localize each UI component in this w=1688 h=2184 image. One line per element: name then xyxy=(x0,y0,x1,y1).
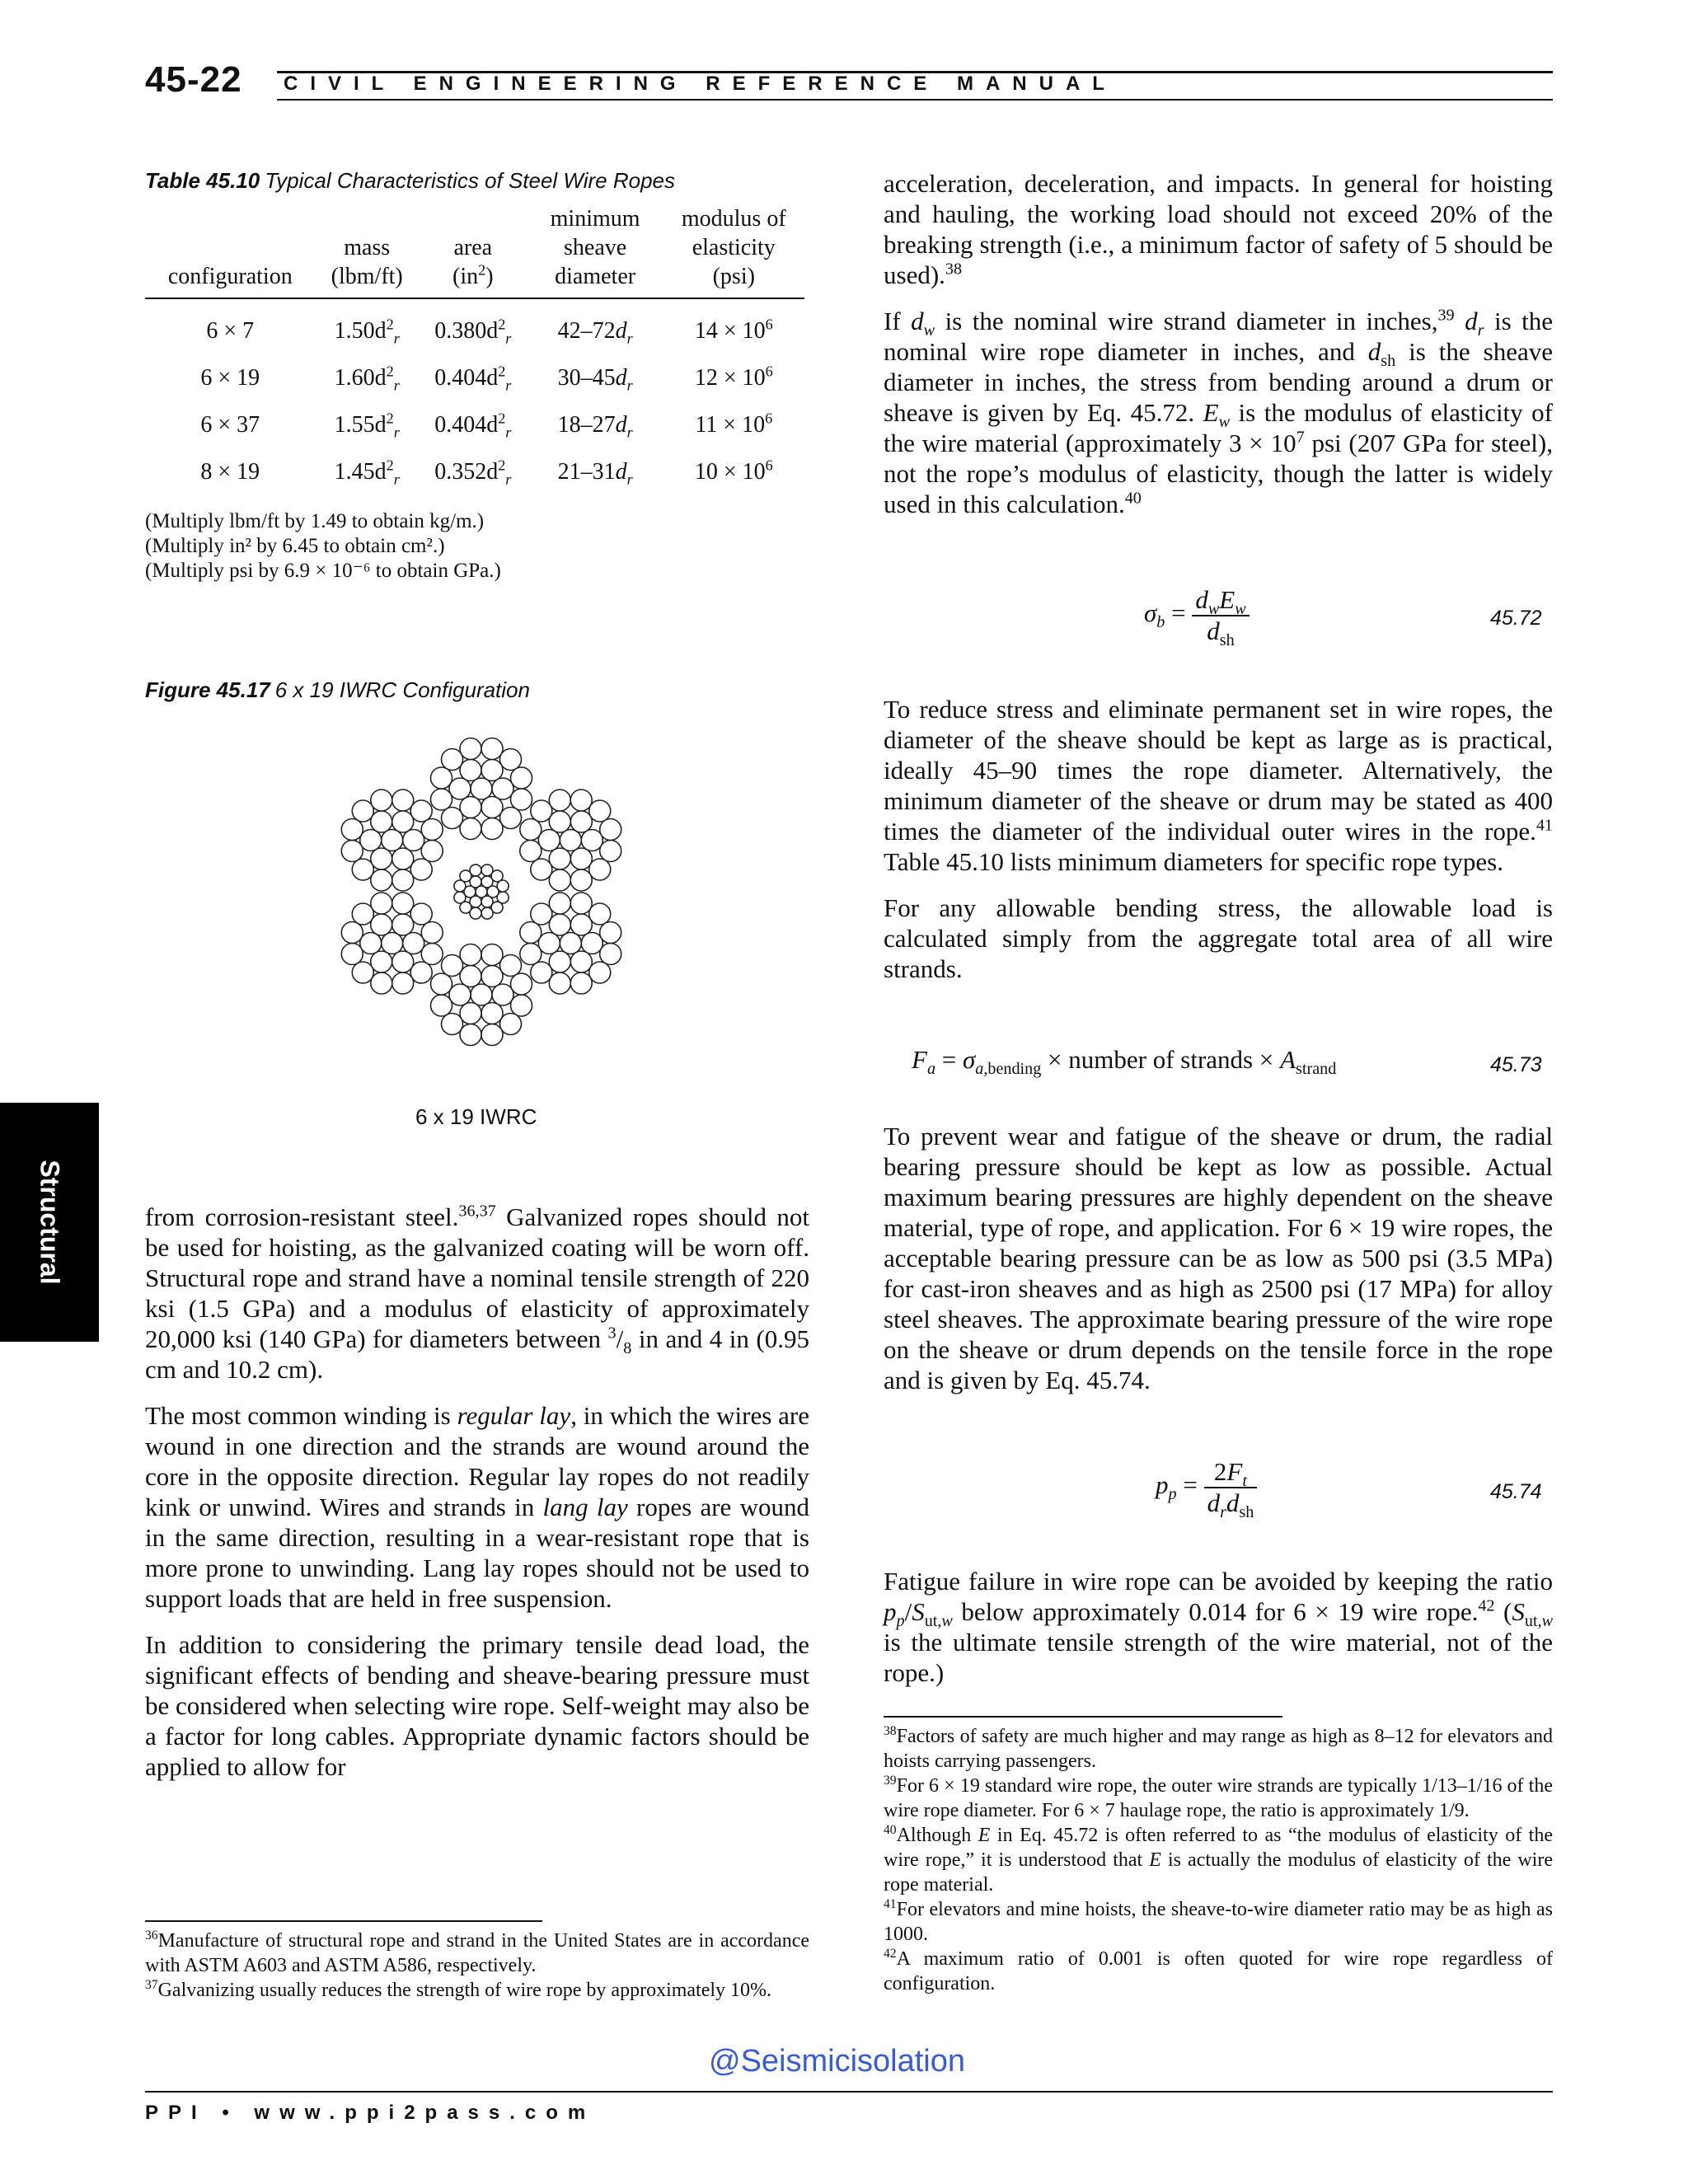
right-column-text-4: Fatigue failure in wire rope can be avoided by keeping the ratio $p_p/S_{ut,w}$ below approximately 0.014 for 6 × 19 wire rope.$^{42}$ ($S_{ut,w}$ is the ultimate tensile strength of the wire material, not of the rope.) xyxy=(884,1567,1553,1687)
col-modulus: modulus of elasticity (psi) xyxy=(663,204,804,298)
right-column-text-1: acceleration, deceleration, and impacts. In general for hoisting and hauling, the working load should not exceed 20% of the breaking strength (i.e., a minimum factor of safety of 5 should be used).$^{38}$ If $d_w$ is the nominal wire strand diameter in inches,$^{39}$ $d_r$ is the nominal wire rope diameter in inches, and $d_{sh}$ is the sheave diameter in inches, the stress from bending around a drum or sheave is given by Eq. 45.72. $E_w$ is the modulus of elasticity of the wire material (approximately $3 \times 10^7$ psi (207 GPa for steel), not the rope’s modulus of elasticity, though the latter is widely used in this calculation.$^{40}$ xyxy=(884,169,1554,518)
cell-configuration: 6 × 37 xyxy=(200,411,260,438)
strand-wire xyxy=(442,1014,463,1035)
cell-area: $0.352d^2_r$ xyxy=(434,457,512,488)
table-row xyxy=(145,354,804,401)
cell-mass: $1.55d^2_r$ xyxy=(334,410,400,441)
strand-wire xyxy=(360,933,382,954)
strand-wire xyxy=(460,797,481,818)
cell-mass: $1.45d^2_r$ xyxy=(334,457,400,488)
strand-wire xyxy=(421,922,443,944)
strand-wire xyxy=(600,944,621,965)
strand-wire xyxy=(600,841,621,862)
col-area: area $(in^2)$ xyxy=(419,204,528,298)
strand-wire xyxy=(371,811,392,832)
strand-wire xyxy=(549,790,570,811)
strand-wire xyxy=(570,951,592,972)
footnote-rule xyxy=(884,1716,1282,1718)
strand-wire xyxy=(431,789,452,810)
strand-wire xyxy=(570,893,592,914)
strand-wire xyxy=(371,951,392,972)
figure-label: 6 x 19 IWRC xyxy=(415,1104,537,1129)
strand-wire xyxy=(392,790,414,811)
strand-wire xyxy=(341,944,363,965)
strand-wire xyxy=(549,869,570,891)
strand-wire xyxy=(449,984,471,1005)
strand-wire xyxy=(392,848,414,869)
strand-wire xyxy=(538,830,560,851)
strand-wire xyxy=(471,984,492,1005)
strand-wire xyxy=(371,893,392,914)
cell-sheave: $18-27d_r$ xyxy=(557,411,633,441)
strand-wire xyxy=(570,972,592,994)
col-configuration: configuration xyxy=(145,204,316,298)
strand-wire xyxy=(481,966,503,987)
cell-modulus: $11 \times 10^6$ xyxy=(695,410,773,438)
table-note: (Multiply psi by 6.9 × 10⁻⁶ to obtain GPa.) xyxy=(145,560,501,582)
strand-wire xyxy=(570,869,592,891)
strand-wire xyxy=(431,973,452,995)
strand-wire xyxy=(589,859,611,880)
strand-wire xyxy=(520,922,542,944)
strand-wire xyxy=(500,955,522,977)
strand-wire xyxy=(581,933,603,954)
table-caption-label: Table 45.10 xyxy=(145,168,260,193)
cell-modulus: $12 \times 10^6$ xyxy=(694,363,773,391)
core-wire xyxy=(454,892,466,903)
core-wire xyxy=(497,880,509,892)
footnotes-right: $^{38}$Factors of safety are much higher and may range as high as 8–12 for elevators and hoists carrying passengers. $^{39}$For 6 × 19 standard wire rope, the outer wire strands are typically 1/13–1/16 of the wire rope diameter. For 6 × 7 haulage rope, the ratio is approximately 1/9. $^{40}$Although E in Eq. 45.72 is often referred to as “the modulus of elasticity of the wire rope,” it is understood that E is actually the modulus of elasticity of the wire rope material. $^{41}$For elevators and mine hoists, the sheave-to-wire diameter ratio may be as high as 1000. $^{42}$A maximum ratio of 0.001 is often quoted for wire rope regardless of configuration. xyxy=(884,1724,1553,1994)
strand-wire xyxy=(421,819,443,841)
header-rule xyxy=(277,99,1553,101)
strand-wire xyxy=(460,966,481,987)
strand-wire xyxy=(392,972,414,994)
cell-configuration: 6 × 19 xyxy=(200,364,260,391)
cell-mass: $1.50d^2_r$ xyxy=(334,316,400,347)
strand-wire xyxy=(531,903,552,925)
right-column-text-3: To prevent wear and fatigue of the sheave or drum, the radial bearing pressure should be kept as low as possible. Actual maximum bearing pressures are highly dependent on the sheave material, type of rope, and application. For 6 × 19 wire ropes, the acceptable bearing pressure can be as low as 500 psi (3.5 MPa) for cast-iron sheaves and as high as 2500 psi (17 MPa) for alloy steel sheaves. The approximate bearing pressure of the wire rope on the sheave or drum depends on the tensile force in the rope and is given by Eq. 45.74. xyxy=(884,1122,1553,1394)
watermark: @Seismicisolation xyxy=(709,2044,966,2079)
strand-wire xyxy=(403,933,424,954)
strand-wire xyxy=(371,914,392,935)
strand-wire xyxy=(589,903,611,925)
cell-area: $0.380d^2_r$ xyxy=(434,316,512,347)
cell-area: $0.404d^2_r$ xyxy=(434,363,512,394)
strand-wire xyxy=(392,951,414,972)
cell-sheave: $21-31d_r$ xyxy=(557,458,633,488)
strand-wire xyxy=(481,944,503,966)
table-caption-title: Typical Characteristics of Steel Wire Ropes xyxy=(265,168,676,193)
cell-configuration: 8 × 19 xyxy=(200,458,260,485)
strand-wire xyxy=(531,800,552,822)
strand-wire xyxy=(511,973,532,995)
manual-title: CIVIL ENGINEERING REFERENCE MANUAL xyxy=(284,73,1117,95)
strand-wire xyxy=(352,962,373,983)
equation-45-74: $p_p$ = $\frac{2F_t}{d_rd_{sh}}$ xyxy=(1156,1457,1257,1518)
strand-wire xyxy=(460,1003,481,1024)
page-number: 45-22 xyxy=(145,59,242,100)
strand-wire xyxy=(481,1003,503,1024)
table-note: (Multiply lbm/ft by 1.49 to obtain kg/m.) xyxy=(145,510,485,532)
strand-wire xyxy=(481,738,503,760)
wire-rope-table xyxy=(145,204,804,495)
strand-wire xyxy=(549,893,570,914)
footnote-rule xyxy=(145,1920,542,1922)
strand-wire xyxy=(570,848,592,869)
equation-number: 45.74 xyxy=(1490,1480,1542,1503)
right-column-text-2: To reduce stress and eliminate permanent set in wire ropes, the diameter of the sheave should be kept as large as is practical, ideally 45–90 times the rope diameter. Alternatively, the minimum diameter of the sheave or drum may be stated as 400 times the diameter of the individual outer wires in the rope.$^{41}$ Table 45.10 lists minimum diameters for specific rope types. For any allowable bending stress, the allowable load is calculated simply from the aggregate total area of all wire strands. xyxy=(884,695,1553,983)
left-column-text: from corrosion-resistant steel.$^{36,37}$ Galvanized ropes should not be used for hoisting, as the galvanized coating will be worn off. Structural rope and strand have a nominal tensile strength of 220 ksi (1.5 GPa) and a modulus of elasticity of approximately 20,000 ksi (140 GPa) for diameters between $^3/_8$ in and 4 in (0.95 cm and 10.2 cm). The most common winding is regular lay, in which the wires are wound in one direction and the strands are wound around the core in the opposite direction. Regular lay ropes do not readily kink or unwind. Wires and strands in lang lay ropes are wound in the same direction, resulting in a wear-resistant rope that is more prone to unwinding. Lang lay ropes should not be used to support loads that are held in free suspension. In addition to considering the primary tensile dead load, the significant effects of bending and sheave-bearing pressure must be considered when selecting wire rope. Self-weight may also be a factor for long cables. Appropriate dynamic factors should be applied to allow for xyxy=(145,1202,810,1781)
wire-rope-cross-section-diagram xyxy=(325,727,638,1057)
strand-wire xyxy=(392,893,414,914)
strand-wire xyxy=(600,922,621,944)
strand-wire xyxy=(570,914,592,935)
strand-wire xyxy=(392,914,414,935)
strand-wire xyxy=(352,903,373,925)
strand-wire xyxy=(410,962,432,983)
strand-wire xyxy=(421,944,443,965)
footer-text: PPI • www.ppi2pass.com xyxy=(145,2102,596,2124)
figure-caption-title: 6 x 19 IWRC Configuration xyxy=(274,677,530,702)
cell-mass: $1.60d^2_r$ xyxy=(334,363,400,394)
equation-45-72: $\sigma_b$ = $\frac{d_wE_w}{d_{sh}}$ xyxy=(1144,585,1250,646)
table-header-row xyxy=(145,204,804,298)
strand-wire xyxy=(371,869,392,891)
strand-wire xyxy=(549,811,570,832)
cell-sheave: $42-72d_r$ xyxy=(557,317,633,347)
strand-wire xyxy=(449,778,471,799)
strand-wire xyxy=(421,841,443,862)
strand-wire xyxy=(403,830,424,851)
strand-wire xyxy=(371,848,392,869)
strand-wire xyxy=(511,789,532,810)
strand-wire xyxy=(460,944,481,966)
equation-number: 45.73 xyxy=(1490,1053,1542,1076)
strand-wire xyxy=(520,944,542,965)
strand-wire xyxy=(460,1024,481,1046)
strand-wire xyxy=(352,859,373,880)
strand-wire xyxy=(481,1024,503,1046)
strand-wire xyxy=(410,903,432,925)
strand-wire xyxy=(352,800,373,822)
strand-wire xyxy=(382,933,403,954)
strand-wire xyxy=(560,830,581,851)
strand-wire xyxy=(500,808,522,829)
footnotes-left: $^{36}$Manufacture of structural rope and strand in the United States are in accordance with ASTM A603 and ASTM A586, respectively. $^{37}$Galvanizing usually reduces the strength of wire rope by approximately 10%. xyxy=(145,1929,809,2001)
col-sheave: minimum sheave diameter xyxy=(528,204,663,298)
equation-45-73: $F_a = \sigma_{a,bending}$ × number of strands × $A_{strand}$ xyxy=(912,1045,1337,1079)
strand-wire xyxy=(531,859,552,880)
strand-wire xyxy=(531,962,552,983)
strand-wire xyxy=(460,760,481,781)
strand-wire xyxy=(589,962,611,983)
equation-number: 45.72 xyxy=(1490,607,1542,630)
strand-wire xyxy=(392,811,414,832)
strand-wire xyxy=(371,972,392,994)
strand-wire xyxy=(410,800,432,822)
section-tab xyxy=(0,1103,99,1342)
strand-wire xyxy=(538,933,560,954)
strand-wire xyxy=(371,790,392,811)
col-mass: mass (lbm/ft) xyxy=(316,204,419,298)
cell-sheave: $30-45d_r$ xyxy=(557,364,633,394)
strand-wire xyxy=(460,738,481,760)
strand-wire xyxy=(481,797,503,818)
strand-wire xyxy=(392,869,414,891)
strand-wire xyxy=(581,830,603,851)
strand-wire xyxy=(481,818,503,840)
strand-wire xyxy=(492,984,513,1005)
strand-wire xyxy=(442,808,463,829)
footer-rule xyxy=(145,2091,1553,2093)
strand-wire xyxy=(471,778,492,799)
strand-wire xyxy=(382,830,403,851)
strand-wire xyxy=(460,818,481,840)
table-notes xyxy=(145,509,501,583)
strand-wire xyxy=(492,778,513,799)
core-wire xyxy=(470,865,481,876)
cell-modulus: $10 \times 10^6$ xyxy=(694,457,773,485)
strand-wire xyxy=(560,933,581,954)
strand-wire xyxy=(549,848,570,869)
table-row xyxy=(145,298,804,354)
figure-caption-label: Figure 45.17 xyxy=(145,677,270,702)
strand-wire xyxy=(442,955,463,977)
strand-wire xyxy=(520,841,542,862)
strand-wire xyxy=(589,800,611,822)
strand-wire xyxy=(360,830,382,851)
strand-wire xyxy=(600,819,621,841)
strand-wire xyxy=(341,819,363,841)
strand-wire xyxy=(549,914,570,935)
cell-modulus: $14 \times 10^6$ xyxy=(694,316,773,344)
strand-wire xyxy=(481,760,503,781)
cell-area: $0.404d^2_r$ xyxy=(434,410,512,441)
table-row xyxy=(145,401,804,448)
strand-wire xyxy=(500,749,522,771)
strand-wire xyxy=(511,767,532,789)
strand-wire xyxy=(431,767,452,789)
table-note: (Multiply in² by 6.45 to obtain cm².) xyxy=(145,535,445,557)
table-row xyxy=(145,448,804,495)
strand-wire xyxy=(431,995,452,1016)
strand-wire xyxy=(341,922,363,944)
strand-wire xyxy=(570,811,592,832)
strand-wire xyxy=(511,995,532,1016)
section-tab-label: Structural xyxy=(35,1160,65,1285)
figure-caption xyxy=(145,677,530,703)
strand-wire xyxy=(410,859,432,880)
strand-wire xyxy=(549,951,570,972)
strand-wire xyxy=(341,841,363,862)
strand-wire xyxy=(520,819,542,841)
table-caption xyxy=(145,168,675,194)
strand-wire xyxy=(442,749,463,771)
strand-wire xyxy=(549,972,570,994)
strand-wire xyxy=(570,790,592,811)
strand-wire xyxy=(500,1014,522,1035)
cell-configuration: 6 × 7 xyxy=(206,317,255,344)
core-wire xyxy=(481,907,493,919)
